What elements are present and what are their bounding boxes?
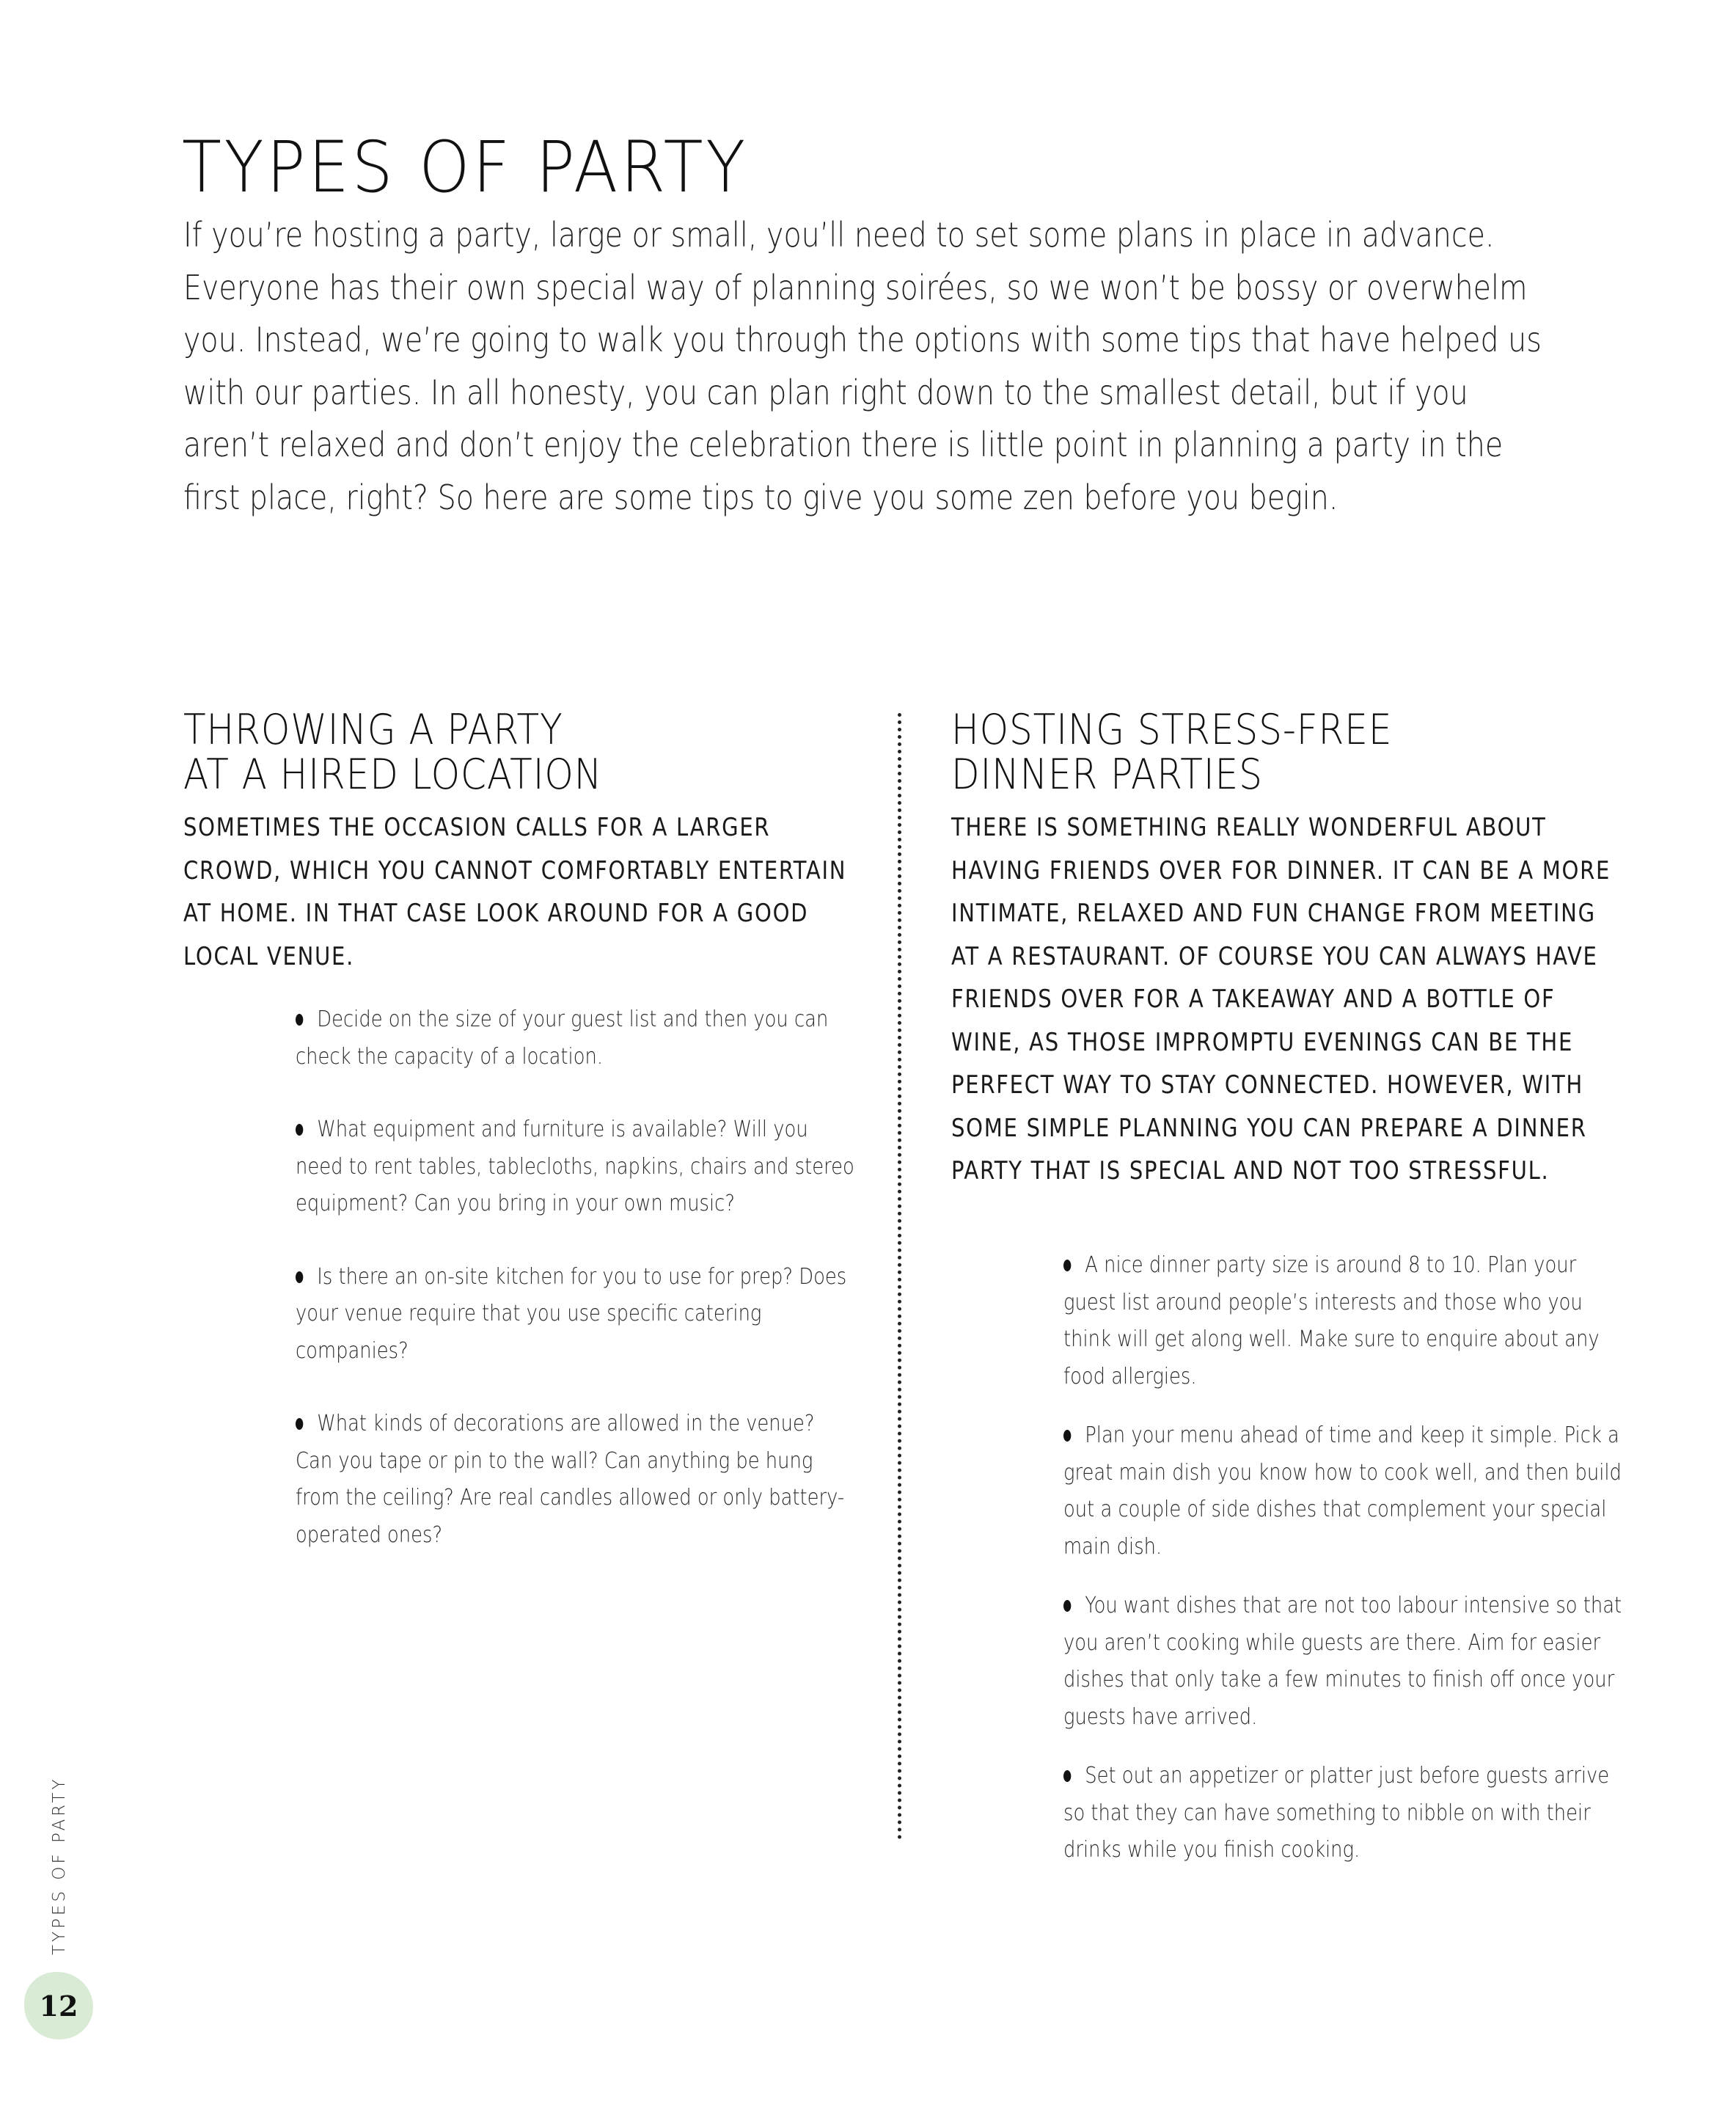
running-section-label: TYPES OF PARTY [50,1776,69,1955]
section-dinner-parties [951,706,1626,1863]
tip-item [296,1406,857,1554]
bullet-icon [296,1271,303,1283]
tip-text: What kinds of decorations are allowed in the venue? Can you tape or pin to the wall? Can anything be hung from the ceiling? Are real candles allowed or only battery-operated ones? [296,1411,845,1548]
section-heading-line2: DINNER PARTIES [951,750,1263,799]
tip-text: You want dishes that are not too labour intensive so that you aren’t cooking while guests are there. Aim for easier dishes that only take a few minutes to finish off once your guests have arrived. [1063,1593,1622,1730]
bullet-icon [1063,1430,1071,1442]
tip-text: What equipment and furniture is available? Will you need to rent tables, tablecloths, napkins, chairs and stereo equipment? Can you bring in your own music? [296,1117,854,1216]
section-heading [951,708,1629,797]
bullet-icon [1063,1600,1071,1612]
page-number-badge [24,1972,93,2039]
tip-item [1063,1417,1625,1566]
bullet-icon [1063,1260,1071,1271]
tip-item [1063,1247,1625,1395]
tip-item [296,1259,857,1370]
section-heading-line1: THROWING A PARTY [183,706,563,754]
tip-text: Set out an appetizer or platter just before guests arrive so that they can have something to nibble on with their drinks while you finish cooking. [1063,1763,1610,1863]
bullet-icon [296,1124,303,1136]
tips-list [1063,1247,1621,1891]
tips-list [296,1001,853,1590]
dotted-column-divider [898,713,901,1840]
section-lead: THERE IS SOMETHING REALLY WONDERFUL ABOUT HAVING FRIENDS OVER FOR DINNER. IT CAN BE A MORE INTIMATE, RELAXED AND FUN CHANGE FROM MEETING AT A RESTAURANT. OF COURSE YOU CAN ALWAYS HAVE FRIENDS OVER FOR A TAKEAWAY AND A BOTTLE OF WINE, AS THOSE IMPROMPTU EVENINGS CAN BE THE PERFECT WAY TO STAY CONNECTED. HOWEVER, WITH SOME SIMPLE PLANNING YOU CAN PREPARE A DINNER PARTY THAT IS SPECIAL AND NOT TOO STRESSFUL. [951,813,1611,1186]
tip-text: Decide on the size of your guest list and then you can check the capacity of a location. [296,1007,829,1070]
bullet-icon [1063,1770,1071,1782]
page-number: 12 [39,1989,78,2023]
section-heading-line2: AT A HIRED LOCATION [183,750,603,799]
section-hired-location [183,706,858,1548]
tip-item [296,1001,857,1075]
section-lead: SOMETIMES THE OCCASION CALLS FOR A LARGER CROWD, WHICH YOU CANNOT COMFORTABLY ENTERTAIN AT HOME. IN THAT CASE LOOK AROUND FOR A GOOD LOCAL VENUE. [183,813,847,971]
tip-item [1063,1758,1625,1869]
tip-text: Is there an on-site kitchen for you to use for prep? Does your venue require that you use specific catering companies? [296,1263,847,1364]
tip-text: Plan your menu ahead of time and keep it simple. Pick a great main dish you know how to cook well, and then build out a couple of side dishes that complement your special main dish. [1063,1422,1622,1560]
tip-item [1063,1588,1625,1736]
bullet-icon [296,1014,303,1026]
section-heading [183,708,861,797]
tip-item [296,1111,857,1223]
bullet-icon [296,1418,303,1430]
section-heading-line1: HOSTING STRESS-FREE [951,706,1393,754]
page-title: TYPES OF PARTY [182,126,748,208]
intro-paragraph: If you’re hosting a party, large or small, you’ll need to set some plans in place in advance. Everyone has their own special way of planning soirées, so we won’t be bossy or overwhelm you. Instead, we’re going to walk you through the options with some tips that have helped us with our parties. In all honesty, you can plan right down to the smallest detail, but if you aren’t relaxed and don’t enjoy the celebration there is little point in planning a party in the first place, right? So here are some tips to give you some zen before you begin. [183,215,1542,517]
tip-text: A nice dinner party size is around 8 to 10. Plan your guest list around people’s interests and those who you think will get along well. Make sure to enquire about any food allergies. [1063,1252,1600,1389]
